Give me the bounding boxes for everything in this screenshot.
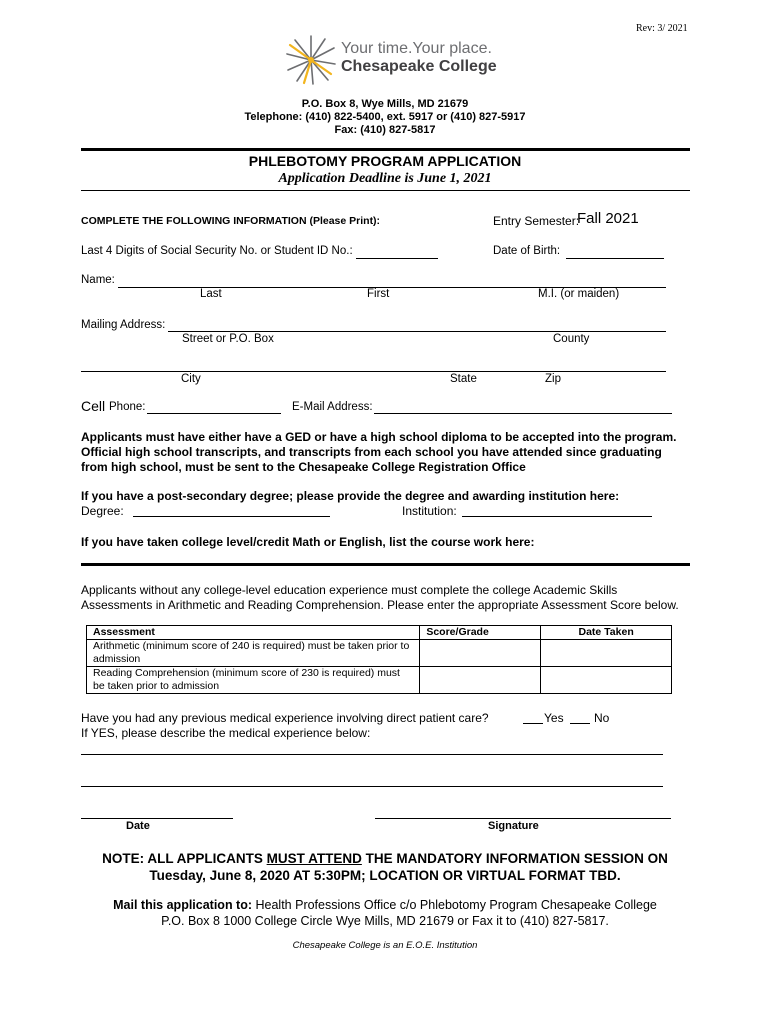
logo-name: Chesapeake College bbox=[341, 58, 497, 75]
institution-field[interactable] bbox=[462, 516, 652, 517]
city-sub: City bbox=[181, 373, 201, 385]
note-prefix: NOTE: ALL APPLICANTS bbox=[102, 851, 267, 866]
entry-semester-label: Entry Semester: bbox=[493, 214, 580, 228]
city-state-zip-field[interactable] bbox=[81, 371, 666, 372]
page-title: PHLEBOTOMY PROGRAM APPLICATION bbox=[248, 153, 522, 169]
mailing-field[interactable] bbox=[168, 331, 666, 332]
fax-line: Fax: (410) 827-5817 bbox=[334, 124, 436, 136]
revision-label: Rev: 3/ 2021 bbox=[636, 23, 688, 34]
date-label: Date bbox=[126, 820, 150, 832]
name-sub-mi: M.I. (or maiden) bbox=[538, 288, 620, 300]
header-divider bbox=[81, 148, 690, 151]
cell-label-small: Phone: bbox=[109, 401, 146, 413]
eoe-footer: Chesapeake College is an E.O.E. Institution bbox=[292, 940, 478, 951]
ssn-label: Last 4 Digits of Social Security No. or Student ID No.: bbox=[81, 245, 353, 257]
table-row bbox=[87, 640, 672, 667]
header-score: Score/Grade bbox=[420, 626, 541, 640]
mail-label: Mail this application to: bbox=[113, 898, 253, 912]
table-row bbox=[87, 667, 672, 694]
cell-phone-field[interactable] bbox=[147, 413, 281, 414]
telephone-line: Telephone: (410) 822-5400, ext. 5917 or (410) 827-5917 bbox=[244, 111, 526, 123]
medical-description-line-2[interactable] bbox=[81, 786, 663, 787]
signature-field[interactable] bbox=[375, 818, 671, 819]
degree-label: Degree: bbox=[81, 504, 124, 518]
entry-semester-value: Fall 2021 bbox=[577, 210, 639, 227]
date-field[interactable] bbox=[81, 818, 233, 819]
no-label: No bbox=[594, 711, 610, 725]
cell-label-big: Cell bbox=[81, 398, 106, 414]
signature-label: Signature bbox=[488, 820, 539, 832]
state-sub: State bbox=[450, 373, 477, 385]
dob-label: Date of Birth: bbox=[493, 245, 561, 257]
dob-field[interactable] bbox=[566, 258, 664, 259]
medical-describe-prompt: If YES, please describe the medical experience below: bbox=[81, 726, 371, 740]
reading-score-cell[interactable] bbox=[420, 667, 541, 694]
college-logo bbox=[285, 34, 497, 88]
medical-description-line-1[interactable] bbox=[81, 754, 663, 755]
row-reading: Reading Comprehension (minimum score of 230 is required) must be taken prior to admission bbox=[87, 667, 420, 694]
sunburst-icon bbox=[285, 34, 337, 86]
institution-label: Institution: bbox=[402, 504, 457, 518]
ssn-field[interactable] bbox=[356, 258, 438, 259]
yes-blank[interactable] bbox=[523, 723, 543, 724]
assessment-table bbox=[86, 625, 672, 694]
deadline-subtitle: Application Deadline is June 1, 2021 bbox=[278, 171, 492, 186]
mail-line-1: Health Professions Office c/o Phlebotomy Program Chesapeake College bbox=[252, 898, 657, 912]
name-sub-last: Last bbox=[200, 288, 222, 300]
email-label: E-Mail Address: bbox=[292, 401, 373, 413]
zip-sub: Zip bbox=[545, 373, 561, 385]
degree-prompt: If you have a post-secondary degree; please provide the degree and awarding institution here: bbox=[81, 489, 620, 503]
header-assessment: Assessment bbox=[87, 626, 420, 640]
section-divider bbox=[81, 563, 690, 566]
requirements-paragraph: Applicants must have either have a GED or have a high school diploma to be accepted into the program. Official high school transcripts, and transcripts from each school you have attended since graduating from high school, must be sent to the Chesapeake College Registration Office bbox=[81, 430, 677, 474]
mailing-label: Mailing Address: bbox=[81, 319, 166, 331]
mailing-sub-county: County bbox=[553, 333, 590, 345]
form-instruction: COMPLETE THE FOLLOWING INFORMATION (Please Print): bbox=[81, 215, 381, 227]
reading-date-cell[interactable] bbox=[541, 667, 672, 694]
medical-question: Have you had any previous medical experience involving direct patient care? bbox=[81, 711, 489, 725]
arithmetic-date-cell[interactable] bbox=[541, 640, 672, 667]
coursework-prompt: If you have taken college level/credit Math or English, list the course work here: bbox=[81, 535, 535, 549]
header-date: Date Taken bbox=[541, 626, 672, 640]
mailing-sub-street: Street or P.O. Box bbox=[182, 333, 274, 345]
table-header-row bbox=[87, 626, 672, 640]
note-suffix: THE MANDATORY INFORMATION SESSION ON bbox=[361, 851, 668, 866]
mail-line-2: P.O. Box 8 1000 College Circle Wye Mills, MD 21679 or Fax it to (410) 827-5817. bbox=[161, 914, 609, 928]
assessment-intro: Applicants without any college-level education experience must complete the college Academic Skills Assessments in Arithmetic and Reading Comprehension. Please enter the appropriate Assessment Score below. bbox=[81, 583, 679, 612]
row-arithmetic: Arithmetic (minimum score of 240 is required) must be taken prior to admission bbox=[87, 640, 420, 667]
note-emphasis: MUST ATTEND bbox=[266, 851, 362, 866]
title-divider bbox=[81, 190, 690, 191]
address-line: P.O. Box 8, Wye Mills, MD 21679 bbox=[301, 98, 469, 110]
no-blank[interactable] bbox=[570, 723, 590, 724]
arithmetic-score-cell[interactable] bbox=[420, 640, 541, 667]
email-field[interactable] bbox=[374, 413, 672, 414]
name-label: Name: bbox=[81, 274, 115, 286]
yes-label: Yes bbox=[544, 711, 564, 725]
mandatory-note bbox=[0, 851, 770, 866]
degree-field[interactable] bbox=[133, 516, 330, 517]
mail-instructions bbox=[0, 898, 770, 912]
logo-tagline: Your time.Your place. bbox=[341, 40, 492, 57]
note-session-date: Tuesday, June 8, 2020 AT 5:30PM; LOCATION OR VIRTUAL FORMAT TBD. bbox=[149, 868, 621, 883]
name-sub-first: First bbox=[367, 288, 390, 300]
